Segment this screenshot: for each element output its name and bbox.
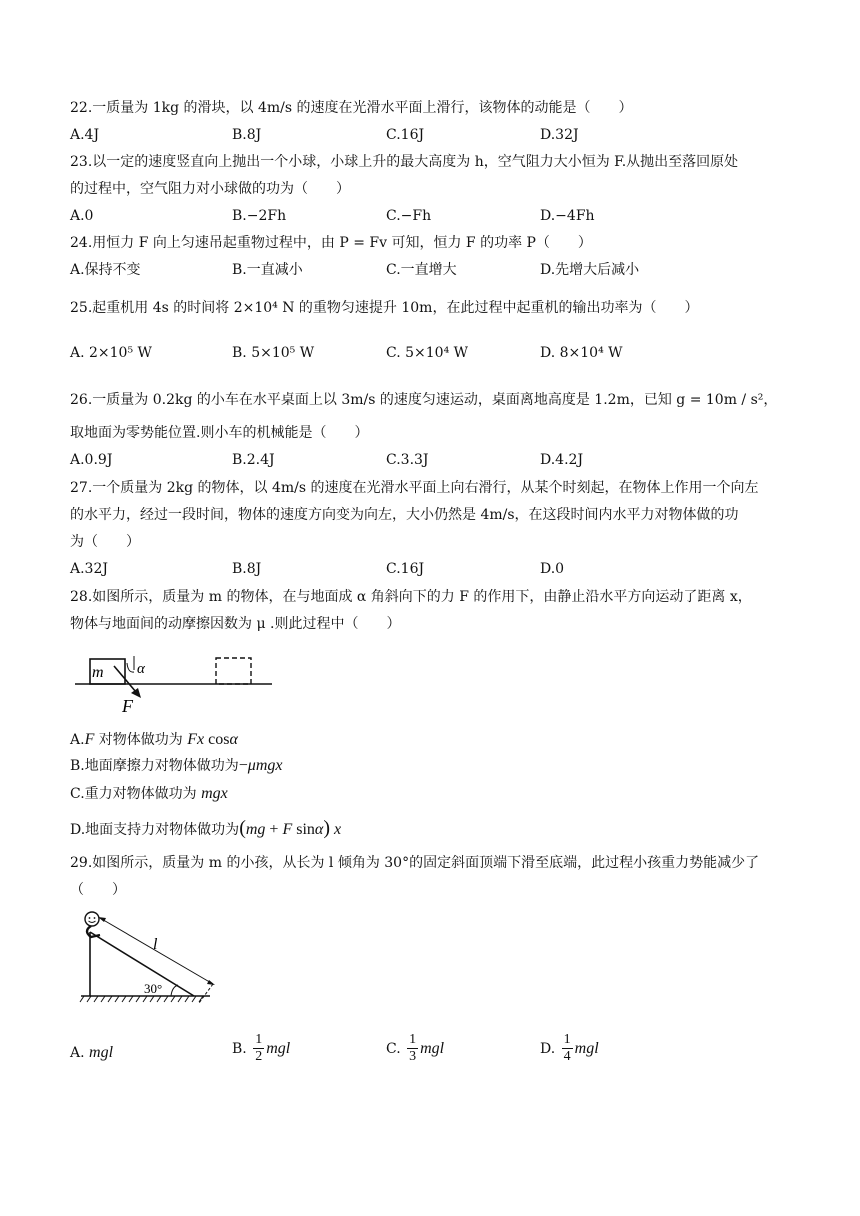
question-24-option-d: D.先增大后减小 (540, 262, 640, 278)
option-a-text: A. mgl (70, 1044, 114, 1061)
question-28-option-b (70, 756, 282, 776)
fraction-one-quarter: $\frac{1}{4}$ (563, 1032, 571, 1064)
label-alpha: α (137, 661, 145, 677)
question-29-stem-line-2: （ ） (70, 882, 126, 898)
question-28-stem-line-1: 28.如图所示，质量为 m 的物体，在与地面成 α 角斜向下的力 F 的作用下，由静止沿水平方向运动了距离 x， (70, 589, 752, 605)
question-23-stem-line-2: 的过程中，空气阻力对小球做的功为（ ） (70, 181, 350, 197)
question-24-option-c: C.一直增大 (386, 262, 457, 278)
figure-28-force-diagram (70, 646, 280, 718)
question-29-option-c (386, 1032, 444, 1065)
question-29-option-b (232, 1032, 290, 1065)
angle-arc (127, 663, 134, 672)
ground-hatching (80, 996, 203, 1002)
option-d-text: D.地面支持力对物体做功为(mg + F sinα) x (70, 817, 342, 839)
question-29-option-a (70, 1043, 113, 1063)
child-body (87, 926, 100, 937)
question-22-option-d: D.32J (540, 127, 579, 143)
question-25-option-b: B. 5×10⁵ W (232, 345, 315, 361)
question-28-stem-line-2: 物体与地面间的动摩擦因数为 μ .则此过程中（ ） (70, 616, 401, 632)
question-27-option-d: D.0 (540, 561, 565, 577)
question-26-option-d: D.4.2J (540, 452, 584, 468)
question-26-stem-line-1: 26.一质量为 0.2kg 的小车在水平桌面上以 3m/s 的速度匀速运动，桌面离地高度是 1.2m，已知 g = 10m / s²， (70, 392, 778, 408)
option-b-text: B.地面摩擦力对物体做功为−μmgx (70, 757, 283, 774)
question-27-option-b: B.8J (232, 561, 262, 577)
question-25-stem: 25.起重机用 4s 的时间将 2×10⁴ N 的重物匀速提升 10m，在此过程中起重机的输出功率为（ ） (70, 300, 699, 316)
question-23-stem-line-1: 23.以一定的速度竖直向上抛出一个小球，小球上升的最大高度为 h，空气阻力大小恒为 F.从抛出至落回原处 (70, 154, 739, 170)
question-23-option-d: D.−4Fh (540, 208, 595, 224)
question-28-option-d (70, 818, 341, 840)
question-29-option-d (540, 1032, 599, 1065)
option-c-text: C. $\frac{1}{3}$ mgl (386, 1032, 445, 1064)
label-F: F (122, 696, 133, 716)
question-27-stem-line-1: 27.一个质量为 2kg 的物体，以 4m/s 的速度在光滑水平面上向右滑行，从某个时刻起，在物体上作用一个向左 (70, 480, 759, 496)
question-28-option-c (70, 784, 228, 804)
question-25-option-a: A. 2×10⁵ W (70, 345, 152, 361)
final-position-block (216, 658, 251, 684)
question-27-stem-line-3: 为（ ） (70, 534, 140, 550)
question-22-stem: 22.一质量为 1kg 的滑块，以 4m/s 的速度在光滑水平面上滑行，该物体的动能是（ ） (70, 100, 633, 116)
question-27-option-a: A.32J (70, 561, 108, 577)
question-24-option-b: B.一直减小 (232, 262, 303, 278)
question-23-option-b: B.−2Fh (232, 208, 287, 224)
label-m: m (92, 664, 104, 681)
question-23-option-a: A.0 (70, 208, 94, 224)
question-28-option-a (70, 730, 238, 750)
label-angle: 30° (144, 981, 163, 996)
question-26-option-b: B.2.4J (232, 452, 275, 468)
question-27-option-c: C.16J (386, 561, 425, 577)
question-29-stem-line-1: 29.如图所示，质量为 m 的小孩，从长为 l 倾角为 30°的固定斜面顶端下滑至底端，此过程小孩重力势能减少了 (70, 855, 760, 871)
question-26-stem-line-2: 取地面为零势能位置.则小车的机械能是（ ） (70, 425, 369, 441)
question-26-option-a: A.0.9J (70, 452, 113, 468)
question-27-stem-line-2: 的水平力，经过一段时间，物体的速度方向变为向左，大小仍然是 4m/s，在这段时间内水平力对物体做的功 (70, 507, 739, 523)
option-a-text: A.F 对物体做功为 Fx cosα (70, 731, 238, 748)
option-b-text: B. $\frac{1}{2}$ mgl (232, 1032, 291, 1064)
question-22-option-b: B.8J (232, 127, 262, 143)
angle-arc (171, 985, 178, 996)
question-22-option-a: A.4J (70, 127, 100, 143)
option-d-text: D. $\frac{1}{4}$ mgl (540, 1032, 599, 1064)
question-24-stem: 24.用恒力 F 向上匀速吊起重物过程中，由 P = Fv 可知，恒力 F 的功率 P（ ） (70, 235, 592, 251)
dimension-extension-line (199, 984, 213, 1003)
question-23-option-c: C.−Fh (386, 208, 432, 224)
question-25-option-c: C. 5×10⁴ W (386, 345, 469, 361)
question-26-option-c: C.3.3J (386, 452, 429, 468)
fraction-one-half: $\frac{1}{2}$ (255, 1032, 263, 1064)
option-c-text: C.重力对物体做功为 mgx (70, 785, 228, 802)
figure-29-incline-diagram (78, 905, 223, 1005)
child-head (85, 912, 99, 926)
fraction-one-third: $\frac{1}{3}$ (409, 1032, 417, 1064)
question-24-option-a: A.保持不变 (70, 262, 141, 278)
question-25-option-d: D. 8×10⁴ W (540, 345, 623, 361)
label-l: l (153, 936, 158, 953)
question-22-option-c: C.16J (386, 127, 425, 143)
